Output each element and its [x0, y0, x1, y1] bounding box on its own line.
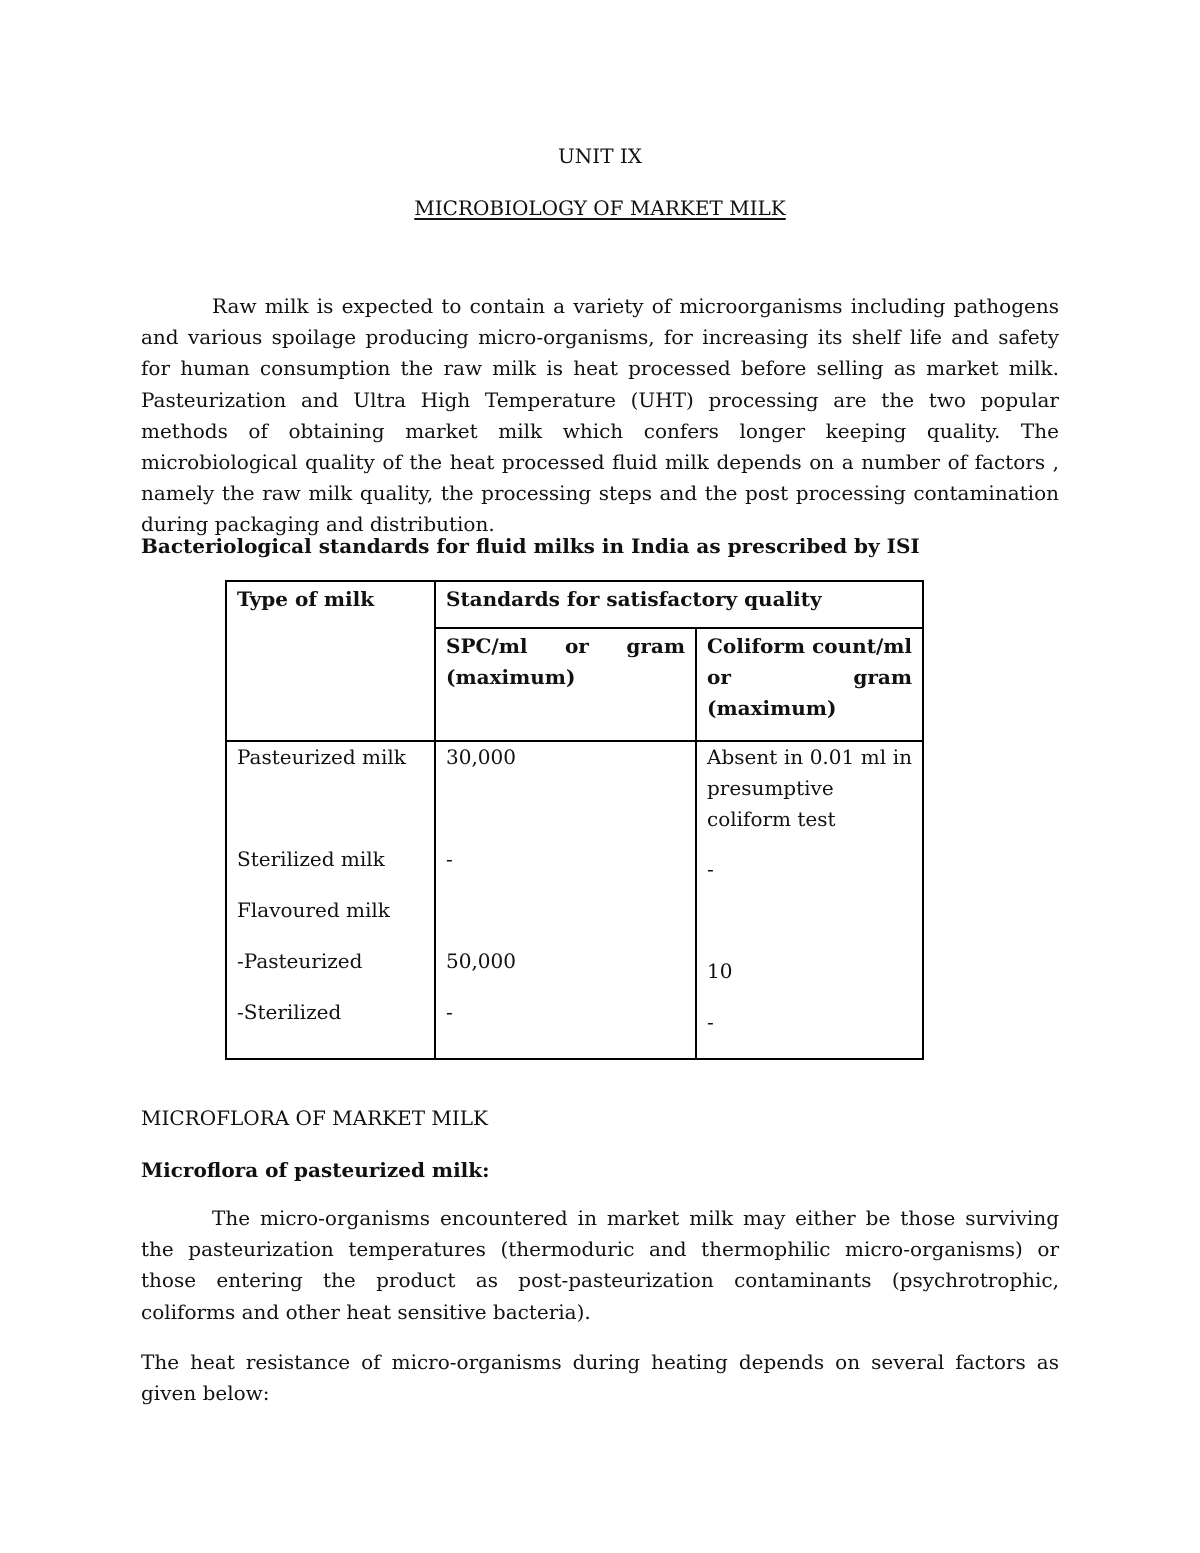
spc-column-cell [435, 741, 696, 1059]
unit-label: UNIT IX [557, 144, 643, 168]
header-coliform-text: Coliform count/ml or gram (maximum) [707, 634, 913, 720]
header-standards [435, 581, 923, 628]
header-spc [435, 628, 696, 741]
subsection-heading: Microflora of pasteurized milk: [141, 1158, 490, 1182]
header-spc-text: SPC/ml or gram (maximum) [446, 634, 685, 689]
spc-pasteurized-milk: 30,000 [446, 745, 516, 769]
coliform-flavoured-milk [707, 905, 912, 956]
type-flavoured-sterilized: -Sterilized [237, 1000, 342, 1024]
type-pasteurized-milk: Pasteurized milk [237, 745, 406, 769]
type-sterilized-milk: Sterilized milk [237, 847, 385, 871]
page-title [0, 194, 1200, 222]
standards-table [225, 580, 924, 1060]
type-flavoured-milk: Flavoured milk [237, 898, 390, 922]
coliform-pasteurized-milk: Absent in 0.01 ml in presumptive coliform test [707, 745, 913, 831]
header-type-of-milk-text: Type of milk [237, 587, 375, 611]
type-flavoured-pasteurized: -Pasteurized [237, 949, 363, 973]
type-column-cell [226, 741, 435, 1059]
intro-paragraph: Raw milk is expected to contain a variety of microorganisms including pathogens and various spoilage producing micro-organisms, for increasing its shelf life and safety for human consumption the raw milk is heat processed before selling as market milk. Pasteurization and Ultra High Temperature (UHT) processing are the two popular methods of obtaining market milk which confers longer keeping quality. The microbiological quality of the heat processed fluid milk depends on a number of factors , namely the raw milk quality, the processing steps and the post processing contamination during packaging and distribution. [141, 294, 1059, 537]
header-coliform [696, 628, 923, 741]
table-heading: Bacteriological standards for fluid milks in India as prescribed by ISI [141, 534, 920, 558]
microorganisms-paragraph: The micro-organisms encountered in market milk may either be those surviving the pasteurization temperatures (thermoduric and thermophilic micro-organisms) or those entering the product as post-pasteurization contaminants (psychrotrophic, coliforms and other heat sensitive bacteria). [141, 1206, 1059, 1324]
spc-sterilized-milk: - [446, 847, 453, 871]
coliform-flavoured-pasteurized: 10 [707, 959, 733, 983]
coliform-flavoured-sterilized: - [707, 1010, 714, 1034]
spc-flavoured-pasteurized: 50,000 [446, 949, 516, 973]
page-title-text: MICROBIOLOGY OF MARKET MILK [414, 196, 786, 220]
spc-flavoured-sterilized: - [446, 1000, 453, 1024]
coliform-sterilized-milk: - [707, 857, 714, 881]
header-standards-text: Standards for satisfactory quality [446, 587, 822, 611]
header-type-of-milk [226, 581, 435, 741]
spc-flavoured-milk [446, 895, 685, 946]
section-heading: MICROFLORA OF MARKET MILK [141, 1106, 489, 1130]
coliform-column-cell [696, 741, 923, 1059]
heat-resistance-paragraph: The heat resistance of micro-organisms during heating depends on several factors as given below: [141, 1350, 1059, 1406]
